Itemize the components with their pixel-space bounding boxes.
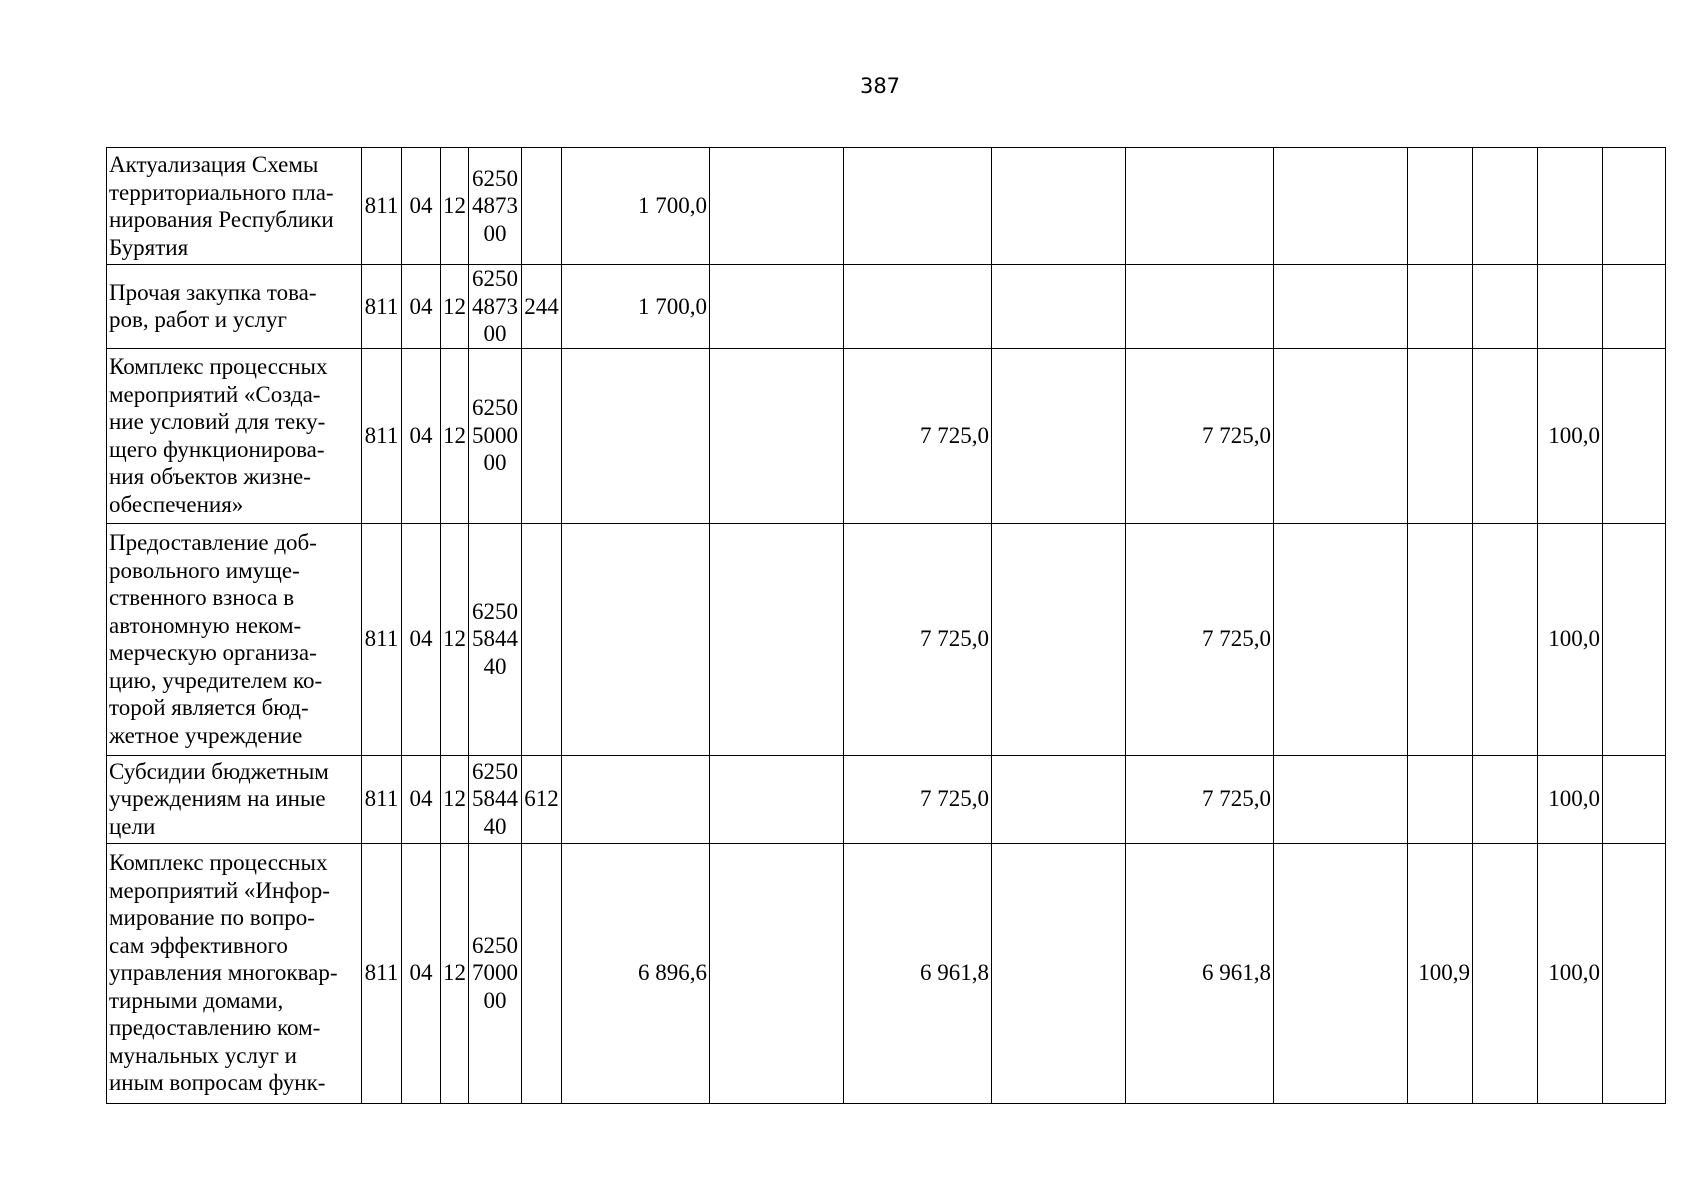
table-row [107,348,1666,523]
value-cell [1473,843,1538,1103]
value-cell [992,265,1126,349]
value-cell: 1 700,0 [562,148,710,265]
section-code: 04 [402,843,441,1103]
table-body [107,148,1666,1104]
target-article-code: 6250 7000 00 [469,843,522,1103]
value-cell [1603,265,1666,349]
section-code: 04 [402,348,441,523]
subsection-code: 12 [441,148,469,265]
table-row [107,265,1666,349]
row-name: Предоставление доб- ровольного имуще- ственного взноса в автономную неком- мерческую организа- цию, учредителем ко- торой является бюд- жетное учреждение [107,523,362,755]
grbs-code: 811 [362,148,402,265]
value-cell [1274,148,1408,265]
value-cell [992,348,1126,523]
budget-table [106,147,1666,1104]
value-cell: 7 725,0 [844,755,992,843]
grbs-code: 811 [362,843,402,1103]
subsection-code: 12 [441,843,469,1103]
expense-type-code [522,148,562,265]
value-cell [1473,523,1538,755]
value-cell [1274,755,1408,843]
value-cell [1603,148,1666,265]
value-cell [710,755,844,843]
value-cell [710,523,844,755]
expense-type-code [522,843,562,1103]
section-code: 04 [402,265,441,349]
table-row [107,523,1666,755]
expense-type-code: 612 [522,755,562,843]
target-article-code: 6250 5000 00 [469,348,522,523]
value-cell: 100,0 [1538,523,1603,755]
value-cell: 1 700,0 [562,265,710,349]
value-cell [562,523,710,755]
value-cell: 100,0 [1538,348,1603,523]
value-cell [710,265,844,349]
grbs-code: 811 [362,523,402,755]
table-row [107,148,1666,265]
value-cell [710,348,844,523]
row-name: Комплекс процессных мероприятий «Созда- ние условий для теку- щего функционирова- ния объектов жизне- обеспечения» [107,348,362,523]
value-cell [1473,348,1538,523]
subsection-code: 12 [441,265,469,349]
subsection-code: 12 [441,755,469,843]
value-cell [1473,148,1538,265]
value-cell [1473,265,1538,349]
expense-type-code [522,523,562,755]
target-article-code: 6250 5844 40 [469,755,522,843]
value-cell [844,148,992,265]
value-cell [1408,755,1473,843]
value-cell [992,843,1126,1103]
value-cell [1408,148,1473,265]
grbs-code: 811 [362,755,402,843]
page-number: 387 [859,74,901,98]
value-cell [1274,265,1408,349]
value-cell [562,755,710,843]
value-cell: 6 961,8 [1126,843,1274,1103]
value-cell: 7 725,0 [1126,523,1274,755]
value-cell: 7 725,0 [1126,755,1274,843]
value-cell [1408,523,1473,755]
expense-type-code: 244 [522,265,562,349]
value-cell [562,348,710,523]
section-code: 04 [402,523,441,755]
value-cell [1408,265,1473,349]
value-cell [1274,843,1408,1103]
section-code: 04 [402,755,441,843]
value-cell: 7 725,0 [1126,348,1274,523]
row-name: Актуализация Схемы территориального пла- нирования Республики Бурятия [107,148,362,265]
table-row [107,843,1666,1103]
value-cell [1603,348,1666,523]
expense-type-code [522,348,562,523]
value-cell [1408,348,1473,523]
value-cell: 7 725,0 [844,348,992,523]
value-cell: 6 896,6 [562,843,710,1103]
value-cell [1538,265,1603,349]
target-article-code: 6250 5844 40 [469,523,522,755]
grbs-code: 811 [362,265,402,349]
value-cell [1274,523,1408,755]
value-cell [992,523,1126,755]
value-cell [1538,148,1603,265]
section-code: 04 [402,148,441,265]
value-cell: 100,0 [1538,843,1603,1103]
value-cell [1603,523,1666,755]
value-cell [1473,755,1538,843]
subsection-code: 12 [441,348,469,523]
value-cell: 7 725,0 [844,523,992,755]
value-cell [844,265,992,349]
value-cell [992,148,1126,265]
row-name: Прочая закупка това- ров, работ и услуг [107,265,362,349]
value-cell [1603,843,1666,1103]
grbs-code: 811 [362,348,402,523]
value-cell [1126,265,1274,349]
value-cell [710,843,844,1103]
target-article-code: 6250 4873 00 [469,265,522,349]
value-cell [710,148,844,265]
table-row [107,755,1666,843]
subsection-code: 12 [441,523,469,755]
target-article-code: 6250 4873 00 [469,148,522,265]
value-cell [1274,348,1408,523]
value-cell: 6 961,8 [844,843,992,1103]
value-cell: 100,9 [1408,843,1473,1103]
row-name: Комплекс процессных мероприятий «Инфор- мирование по вопро- сам эффективного управления многоквар- тирными домами, предоставлению ком- мунальных услуг и иным вопросам функ- [107,843,362,1103]
value-cell: 100,0 [1538,755,1603,843]
row-name: Субсидии бюджетным учреждениям на иные цели [107,755,362,843]
value-cell [1603,755,1666,843]
value-cell [1126,148,1274,265]
value-cell [992,755,1126,843]
